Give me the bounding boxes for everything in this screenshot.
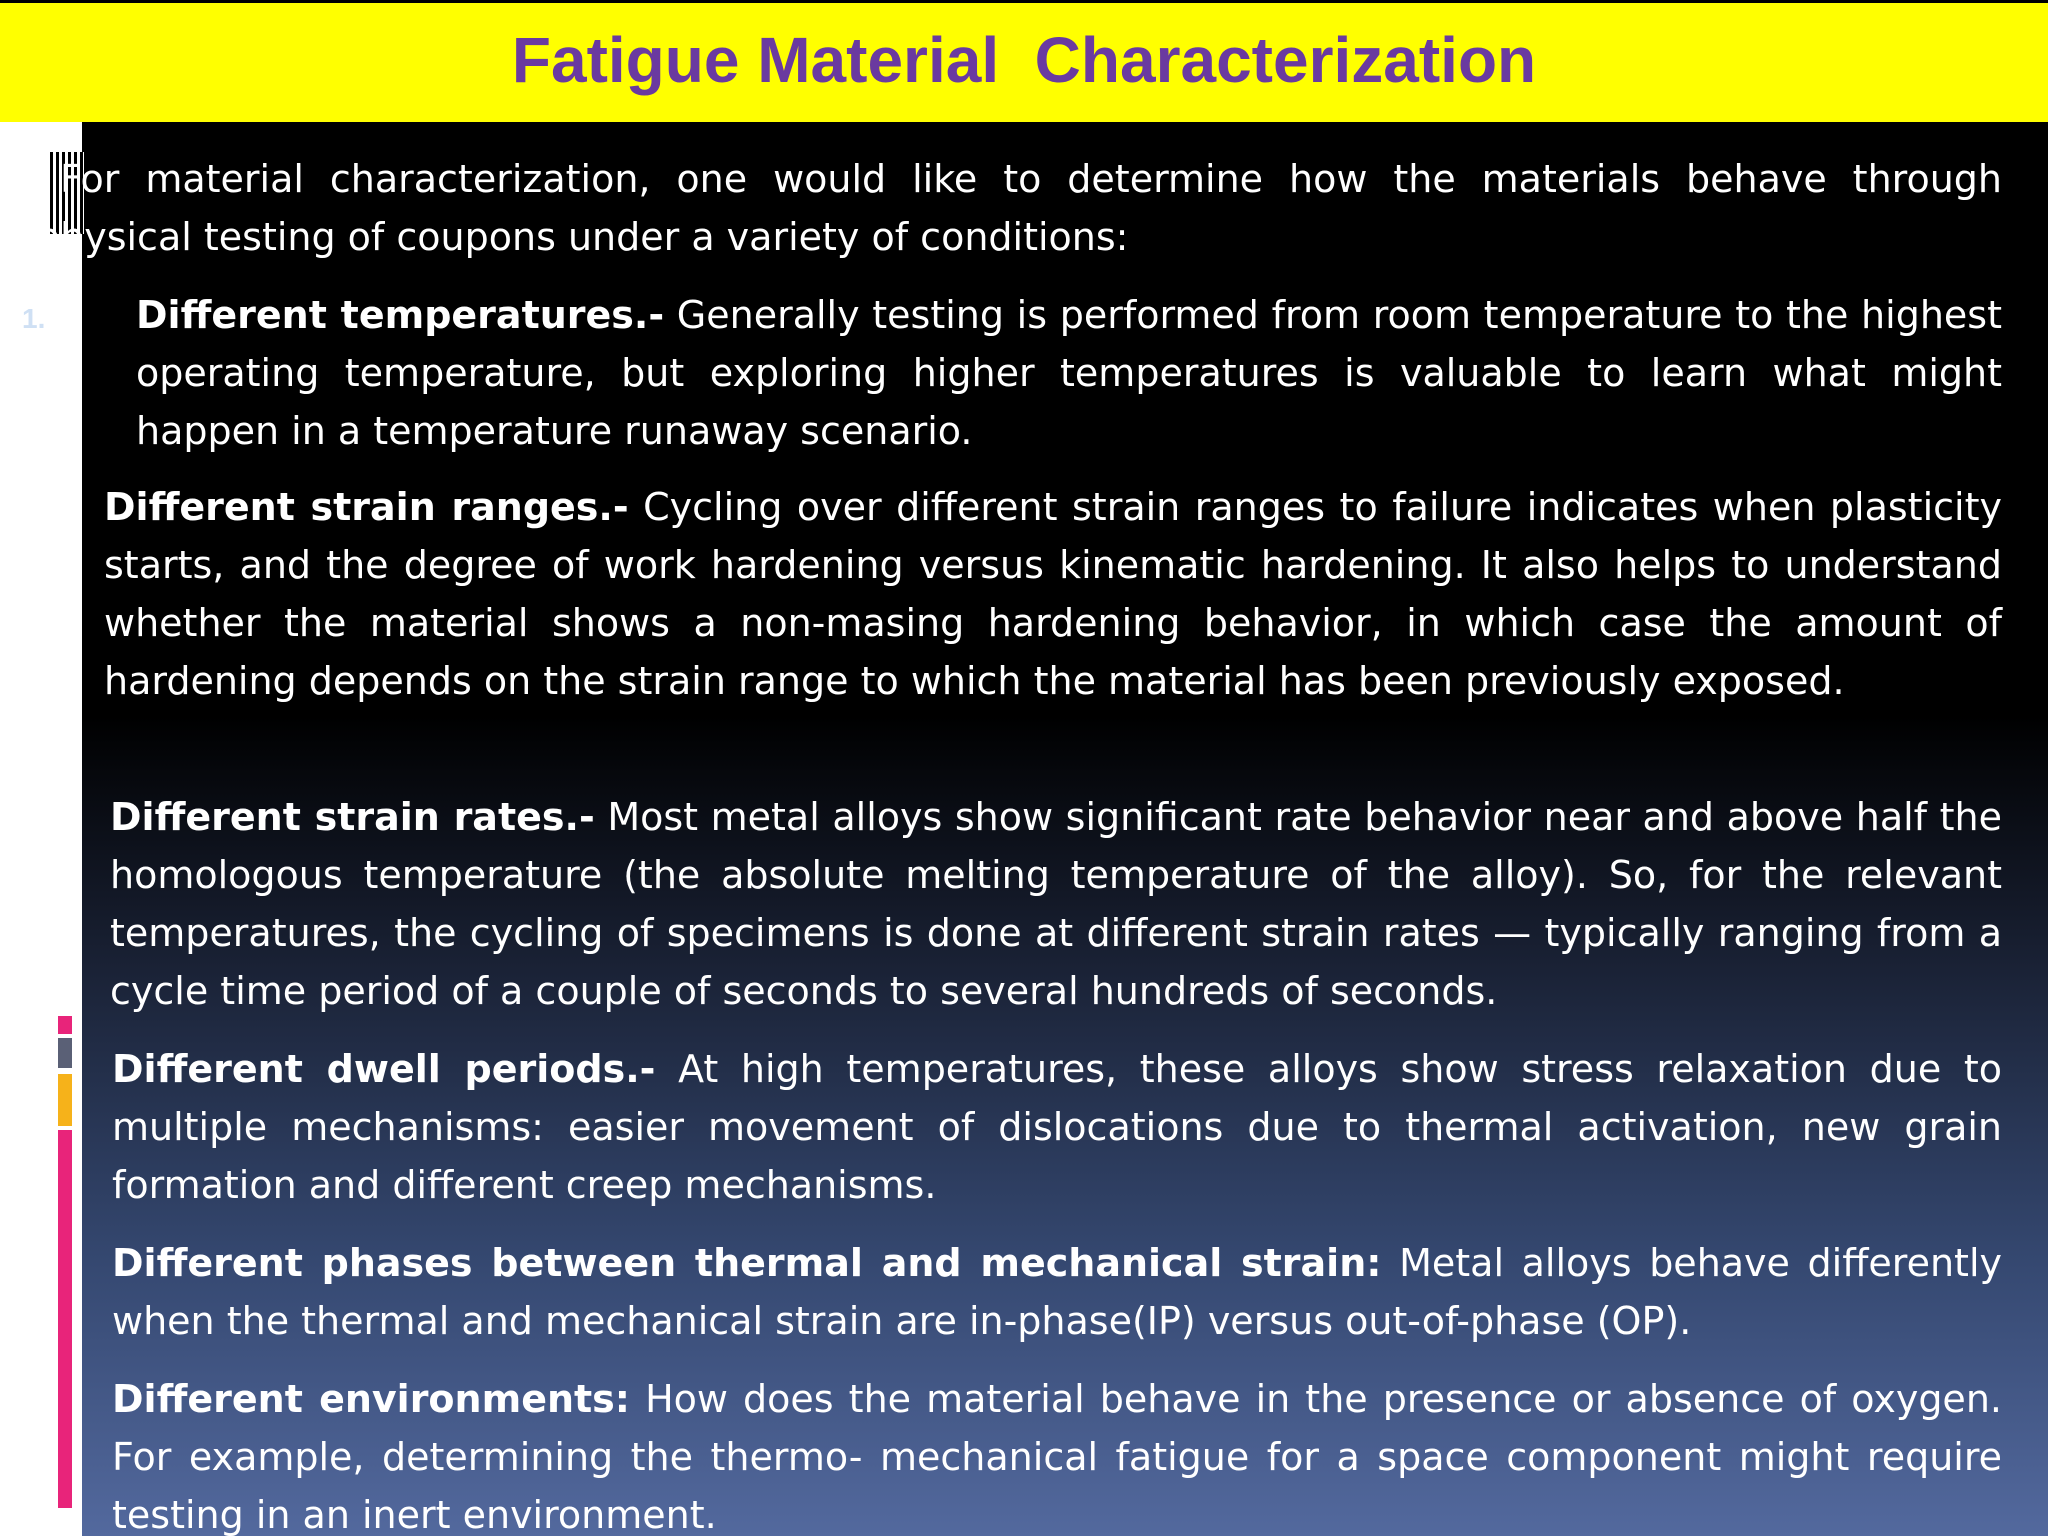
title-bar (0, 0, 2048, 122)
decorative-accent-bar (58, 1038, 72, 1068)
decorative-accent-bar (58, 1130, 72, 1508)
item-text: Generally testing is performed from room temperature to the highest operating temperature, but exploring higher temperatures is valuable to learn what might happen in a temperature runaway scenario. (136, 293, 2002, 453)
item-text: Cycling over different strain ranges to failure indicates when plasticity starts, and the degree of work hardening versus kinematic hardening. It also helps to understand whether the material shows a non-masing hardening behavior, in which case the amount of hardening depends on the strain range to which the material has been previously exposed. (104, 485, 2002, 703)
item-heading: Different strain rates.- (110, 795, 595, 839)
item-text: Metal alloys behave differently when the thermal and mechanical strain are in-phase(IP) versus out-of-phase (OP). (112, 1241, 2002, 1343)
item-heading: Different environments: (112, 1377, 630, 1421)
decorative-accent-bar (58, 1074, 72, 1126)
list-item-dwell-periods (112, 1040, 2002, 1214)
list-item-environments (112, 1370, 2002, 1536)
item-text: At high temperatures, these alloys show stress relaxation due to multiple mechanisms: easier movement of dislocations due to thermal activation, new grain formation and different creep mechanisms. (112, 1047, 2002, 1207)
intro-text: For material characterization, one would like to determine how the materials behave through physical testing of coupons under a variety of conditions: (36, 157, 2002, 259)
list-item-phases (112, 1234, 2002, 1350)
list-item-strain-ranges (104, 478, 2002, 710)
list-item-temperatures (136, 286, 2002, 460)
item-heading: Different strain ranges.- (104, 485, 629, 529)
intro-paragraph (36, 150, 2002, 266)
slide-title: Fatigue Material Characterization (511, 24, 1537, 96)
item-heading: Different temperatures.- (136, 293, 665, 337)
item-text: Most metal alloys show significant rate behavior near and above half the homologous temperature (the absolute melting temperature of the alloy). So, for the relevant temperatures, the cycling of specimens is done at different strain rates — typically ranging from a cycle time period of a couple of seconds to several hundreds of seconds. (110, 795, 2002, 1013)
list-item-strain-rates (110, 788, 2002, 1020)
decorative-accent-bar (58, 1016, 72, 1034)
item-heading: Different phases between thermal and mechanical strain: (112, 1241, 1382, 1285)
item-heading: Different dwell periods.- (112, 1047, 656, 1091)
item-text: How does the material behave in the presence or absence of oxygen. For example, determining the thermo- mechanical fatigue for a space component might require testing in an inert environment. (112, 1377, 2002, 1536)
item-number: 1. (22, 303, 46, 334)
